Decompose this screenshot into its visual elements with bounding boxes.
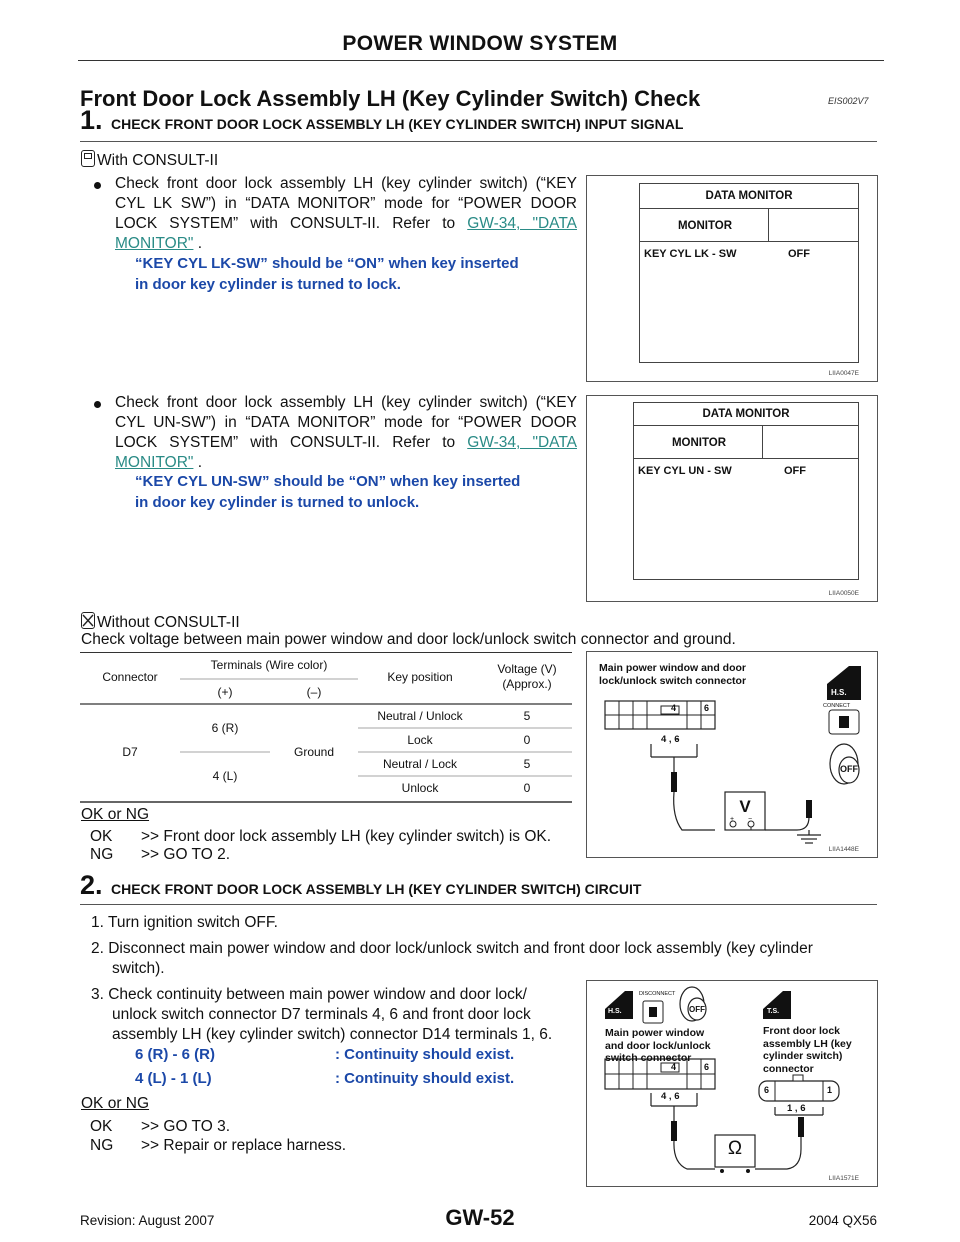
step2-item-2: 2. Disconnect main power window and door lock/unlock switch and front door lock assembly (key cylinder [91,940,813,957]
step2-heading [80,870,641,901]
td-key-4: Unlock [401,781,439,795]
ref-link-data-monitor-2[interactable]: GW-34, "DATA MONITOR" [115,434,577,471]
no-consult-icon [81,612,95,629]
th-terminals: Terminals (Wire color) [210,658,328,672]
step2-rule [80,904,877,905]
hs-icon: H.S. [831,688,847,697]
fig2-value: OFF [784,465,806,477]
section-code: EIS002V7 [828,96,869,106]
fig4-left-pins: 4 , 6 [661,1091,680,1102]
th-key-position: Key position [387,670,453,684]
td-volt-4: 0 [523,781,531,795]
fig3-pin-4: 4 [671,703,677,713]
fig3-pins: 4 , 6 [661,734,680,745]
fig3-minus: − [748,816,753,823]
td-connector: D7 [122,745,138,759]
step1-heading [80,105,683,136]
note-un: “KEY CYL UN-SW” should be “ON” when key inserted in door key cylinder is turned to unlock. [135,473,521,511]
with-consult [81,150,218,171]
td-key-1: Neutral / Unlock [377,709,463,723]
th-voltage: Voltage (V) (Approx.) [497,662,557,691]
figure-continuity-check [586,980,878,1187]
fig4-rpin-1: 1 [827,1085,833,1095]
step2-okng: OK or NG [81,1095,150,1112]
td-terminal-4: 4 (L) [212,769,238,783]
consult-icon [81,150,95,167]
fig4-ts-icon: T.S. [767,1008,780,1015]
step2-ng-result: >> Repair or replace harness. [141,1137,347,1154]
voltage-table [80,652,572,804]
with-consult-label: With CONSULT-II [97,152,219,169]
step2-item-3: 3. Check continuity between main power window and door lock/ [91,986,527,1003]
th-connector: Connector [102,670,158,684]
fig1-value: OFF [788,248,810,260]
fig4-ignition-off-icon: OFF [689,1005,705,1014]
fig3-code: LIIA1448E [828,846,859,853]
fig4-code: LIIA1571E [828,1175,859,1182]
bullet-text-2: Check front door lock assembly LH (key cylinder switch) (“KEY CYL UN-SW”) in “DATA MONITOR” mode for “POWER DOOR LOCK SYSTEM” with CONSULT-II. Refer to GW-34, "DATA MONITOR" . [115,394,577,471]
step2-ok-result: >> GO TO 3. [141,1118,231,1135]
th-minus: (–) [306,685,322,699]
figure-voltage-check [586,651,878,858]
step1-okng: OK or NG [81,806,150,823]
fig4-hs-icon: H.S. [608,1008,622,1015]
step1-ok-result: >> Front door lock assembly LH (key cylinder switch) is OK. [141,828,552,845]
step2-item-1: 1. Turn ignition switch OFF. [91,914,278,931]
step1-ng-result: >> GO TO 2. [141,846,231,863]
step1-title: CHECK FRONT DOOR LOCK ASSEMBLY LH (KEY CYLINDER SWITCH) INPUT SIGNAL [110,116,684,132]
fig4-disconnect-label: DISCONNECT [639,991,676,997]
fig3-label: Main power window and door lock/unlock switch connector [599,662,747,687]
connect-icon-label: CONNECT [823,703,851,709]
fig2-item: KEY CYL UN - SW [638,465,732,477]
figure-data-monitor-lk [586,175,878,382]
step1-rule [80,141,877,142]
step1-ok-key: OK [90,828,113,845]
ignition-off-icon: OFF [840,764,858,774]
ohmmeter-icon: Ω [727,1138,743,1159]
step2-item-3c: assembly LH (key cylinder switch) connector D14 terminals 1, 6. [112,1026,553,1043]
voltmeter-icon: V [739,797,751,816]
fig1-monitor: MONITOR [677,220,733,232]
fig4-left-label: Main power window and door lock/unlock switch connector [605,1027,711,1064]
step2-item-2b: switch). [112,960,165,977]
ref-link-data-monitor-1[interactable]: GW-34, "DATA MONITOR" [115,215,577,252]
bullet-dot-1 [94,182,101,189]
td-volt-2: 0 [523,733,531,747]
figure-data-monitor-un [586,395,878,602]
header-rule [78,60,884,61]
step2-ok-key: OK [90,1118,113,1135]
step1-ng-key: NG [90,846,114,863]
td-key-2: Lock [407,733,433,747]
fig4-rpin-6: 6 [764,1085,770,1095]
section-title: Front Door Lock Assembly LH (Key Cylinder Switch) Check [80,86,701,111]
fig4-right-pins: 1 , 6 [787,1103,806,1114]
step2-title: CHECK FRONT DOOR LOCK ASSEMBLY LH (KEY CYLINDER SWITCH) CIRCUIT [110,881,642,897]
fig2-code: LIIA0050E [828,590,859,597]
fig2-title: DATA MONITOR [702,408,790,420]
step2-number: 2. [80,870,103,900]
td-volt-3: 5 [523,757,531,771]
continuity-1-result: : Continuity should exist. [335,1046,515,1063]
td-ground: Ground [293,745,335,759]
without-consult-label: Without CONSULT-II [97,614,240,631]
step2-ng-key: NG [90,1137,114,1154]
voltage-intro: Check voltage between main power window and door lock/unlock switch connector and ground. [81,631,736,648]
step2-item-3b: unlock switch connector D7 terminals 4, 6 and front door lock [112,1006,531,1023]
continuity-2-pins: 4 (L) - 1 (L) [135,1070,212,1087]
bullet-text-1: Check front door lock assembly LH (key cylinder switch) (“KEY CYL LK SW”) in “DATA MONITOR” mode for “POWER DOOR LOCK SYSTEM” with CONSULT-II. Refer to GW-34, "DATA MONITOR" . [115,175,577,252]
fig4-right-label: Front door lock assembly LH (key cylinder switch) connector [763,1025,852,1075]
fig3-plus: + [730,816,735,823]
note-lk: “KEY CYL LK-SW” should be “ON” when key inserted in door key cylinder is turned to lock. [135,255,519,293]
td-terminal-6: 6 (R) [211,721,239,735]
continuity-1-pins: 6 (R) - 6 (R) [135,1046,215,1063]
th-plus: (+) [217,685,233,699]
fig3-wiring-diagram [587,652,877,857]
fig4-pin-4: 4 [671,1062,677,1072]
fig1-item: KEY CYL LK - SW [644,248,737,260]
page-header: POWER WINDOW SYSTEM [342,32,618,55]
page-number: GW-52 [445,1205,515,1230]
td-key-3: Neutral / Lock [382,757,458,771]
fig1-title: DATA MONITOR [705,190,793,202]
bullet-dot-2 [94,401,101,408]
step1-number: 1. [80,105,103,135]
fig1-code: LIIA0047E [828,370,859,377]
td-volt-1: 5 [523,709,531,723]
continuity-2-result: : Continuity should exist. [335,1070,515,1087]
fig3-pin-6: 6 [704,703,710,713]
footer-model: 2004 QX56 [808,1213,877,1228]
fig4-pin-6: 6 [704,1062,710,1072]
footer-revision: Revision: August 2007 [80,1213,215,1228]
fig2-monitor: MONITOR [671,437,727,449]
